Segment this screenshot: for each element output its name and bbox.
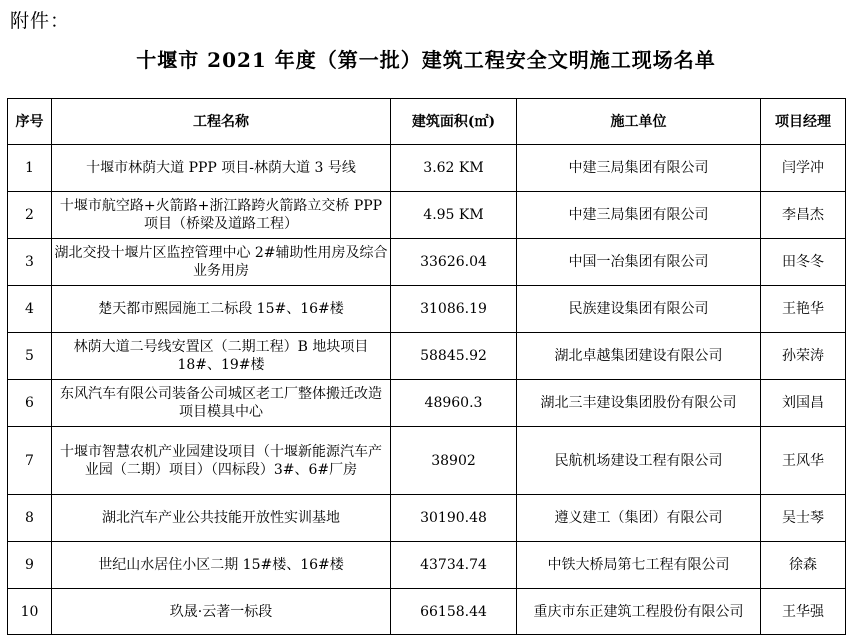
row-name: 湖北交投十堰片区监控管理中心 2#辅助性用房及综合业务用房 [52,239,391,286]
row-manager: 吴士琴 [761,495,846,542]
row-no: 7 [8,427,52,495]
row-manager: 李昌杰 [761,192,846,239]
table-row [8,589,846,635]
row-area: 43734.74 [391,542,517,589]
row-manager: 王风华 [761,427,846,495]
row-unit: 中建三局集团有限公司 [517,192,761,239]
row-name: 玖晟·云著一标段 [52,589,391,635]
table-row [8,542,846,589]
row-name: 东风汽车有限公司装备公司城区老工厂整体搬迁改造项目模具中心 [52,380,391,427]
row-no: 4 [8,286,52,333]
row-unit: 中铁大桥局第七工程有限公司 [517,542,761,589]
table-row [8,239,846,286]
row-unit: 民族建设集团有限公司 [517,286,761,333]
project-table [7,98,846,635]
row-manager: 王艳华 [761,286,846,333]
row-unit: 遵义建工（集团）有限公司 [517,495,761,542]
table-row [8,495,846,542]
row-area: 58845.92 [391,333,517,380]
row-area: 38902 [391,427,517,495]
row-area: 4.95 KM [391,192,517,239]
row-manager: 刘国昌 [761,380,846,427]
row-unit: 重庆市东正建筑工程股份有限公司 [517,589,761,635]
row-name: 十堰市林荫大道 PPP 项目-林荫大道 3 号线 [52,145,391,192]
row-no: 8 [8,495,52,542]
attachment-label: 附件： [10,10,71,32]
row-no: 6 [8,380,52,427]
row-name: 楚天都市熙园施工二标段 15#、16#楼 [52,286,391,333]
row-area: 31086.19 [391,286,517,333]
header-name: 工程名称 [52,99,391,145]
row-unit: 湖北三丰建设集团股份有限公司 [517,380,761,427]
row-area: 3.62 KM [391,145,517,192]
document-title: 十堰市 2021 年度（第一批）建筑工程安全文明施工现场名单 [136,48,716,72]
row-area: 48960.3 [391,380,517,427]
row-area: 66158.44 [391,589,517,635]
row-no: 2 [8,192,52,239]
row-area: 30190.48 [391,495,517,542]
row-no: 5 [8,333,52,380]
row-manager: 闫学冲 [761,145,846,192]
row-unit: 湖北卓越集团建设有限公司 [517,333,761,380]
header-row [8,99,846,145]
row-unit: 中国一冶集团有限公司 [517,239,761,286]
table-row [8,145,846,192]
row-manager: 田冬冬 [761,239,846,286]
row-name: 十堰市智慧农机产业园建设项目（十堰新能源汽车产业园（二期）项目）（四标段）3#、6#厂房 [52,427,391,495]
row-name: 十堰市航空路+火箭路+浙江路跨火箭路立交桥 PPP 项目（桥梁及道路工程） [52,192,391,239]
row-name: 世纪山水居住小区二期 15#楼、16#楼 [52,542,391,589]
table-row [8,427,846,495]
table-row [8,333,846,380]
table-row [8,286,846,333]
row-name: 林荫大道二号线安置区（二期工程）B 地块项目 18#、19#楼 [52,333,391,380]
row-manager: 孙荣涛 [761,333,846,380]
header-area: 建筑面积(㎡) [391,99,517,145]
row-unit: 中建三局集团有限公司 [517,145,761,192]
header-no: 序号 [8,99,52,145]
row-manager: 徐森 [761,542,846,589]
row-name: 湖北汽车产业公共技能开放性实训基地 [52,495,391,542]
row-unit: 民航机场建设工程有限公司 [517,427,761,495]
header-manager: 项目经理 [761,99,846,145]
row-no: 1 [8,145,52,192]
row-no: 10 [8,589,52,635]
row-no: 3 [8,239,52,286]
header-unit: 施工单位 [517,99,761,145]
table-row [8,192,846,239]
row-area: 33626.04 [391,239,517,286]
table-row [8,380,846,427]
row-no: 9 [8,542,52,589]
row-manager: 王华强 [761,589,846,635]
